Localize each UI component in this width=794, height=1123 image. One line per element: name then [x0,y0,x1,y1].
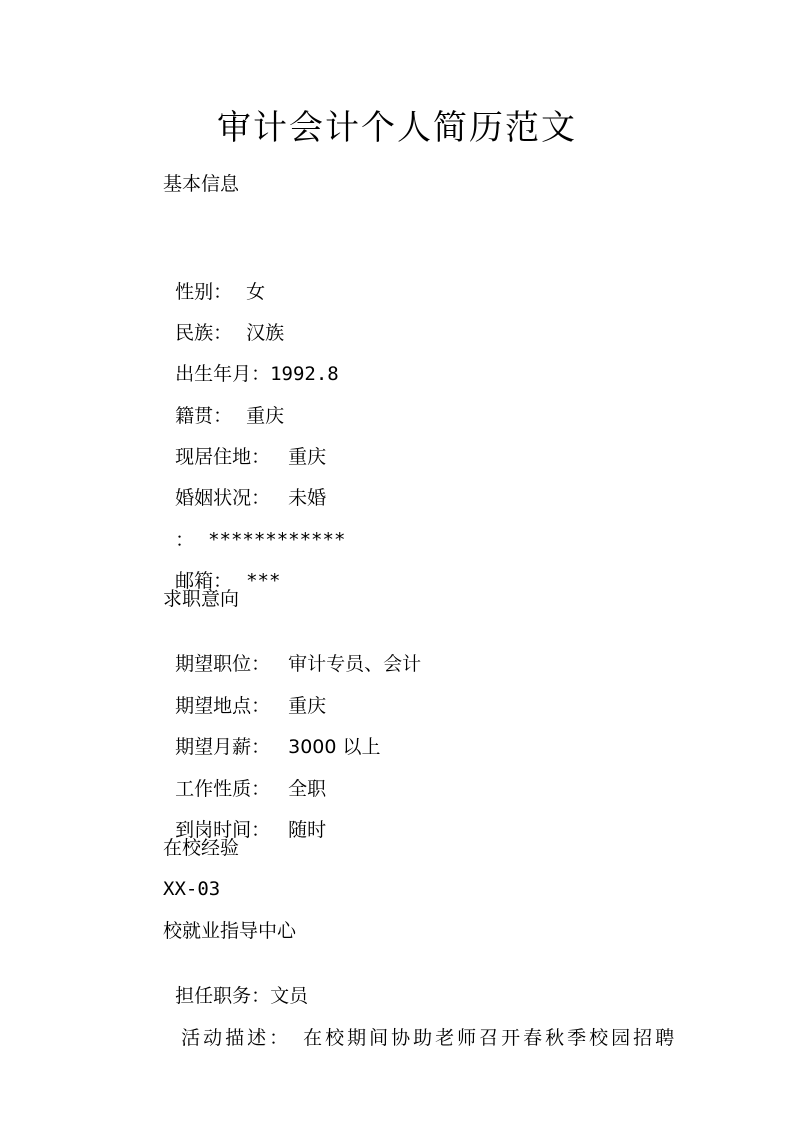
field-value: 1992.8 [270,363,339,385]
field-position [163,628,421,676]
field-salary [163,711,381,759]
field-label: 籍贯： [175,405,233,427]
field-label: 期望地点： [175,695,271,717]
section-heading-intent: 求职意向 [163,588,240,610]
field-label: 性别： [175,281,233,303]
field-value: 女 [246,281,266,303]
field-value: 随时 [288,819,327,841]
field-value: ************ [208,529,346,551]
field-label: ： [175,529,195,551]
section-heading-school: 在校经验 [163,837,240,859]
field-value: 文员 [270,985,309,1007]
field-value: 3000 以上 [288,736,381,758]
field-value: *** [246,570,281,592]
field-value: 重庆 [288,446,327,468]
experience-org: 校就业指导中心 [163,920,297,942]
field-label: 期望职位： [175,653,271,675]
field-label: 担任职务： [175,985,271,1007]
field-label: 民族： [175,322,233,344]
field-email [163,545,280,593]
field-label: 工作性质： [175,778,271,800]
field-value: 重庆 [246,405,285,427]
field-arrival [163,794,326,842]
field-label: 现居住地： [175,446,271,468]
section-heading-basic: 基本信息 [163,173,240,195]
field-label: 到岗时间： [175,819,271,841]
field-label: 活动描述： [181,1027,292,1049]
field-role [163,960,308,1008]
experience-period: XX-03 [163,878,221,900]
field-value: 在校期间协助老师召开春秋季校园招聘 [303,1027,678,1049]
field-label: 期望月薪： [175,736,271,758]
field-value: 重庆 [288,695,327,717]
field-label: 婚姻状况： [175,487,271,509]
field-activity-description [163,1002,677,1050]
field-marital [163,462,326,510]
field-label: 出生年月： [175,363,271,385]
document-title: 审计会计个人简历范文 [217,108,577,148]
field-label: 邮箱： [175,570,233,592]
field-value: 全职 [288,778,327,800]
field-value: 未婚 [288,487,327,509]
field-birth [163,338,339,386]
field-value: 审计专员、会计 [288,653,422,675]
field-value: 汉族 [246,322,285,344]
